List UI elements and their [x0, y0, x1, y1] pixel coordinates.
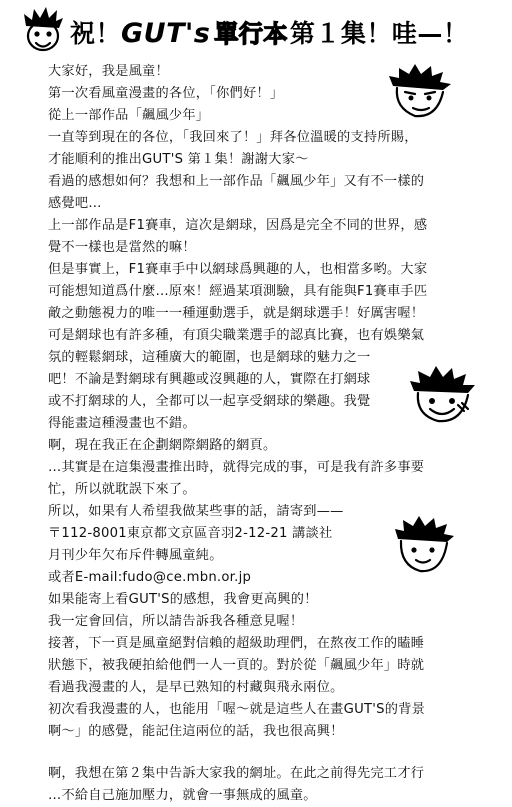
text-line: 看過的感想如何？我想和上一部作品「飆風少年」又有不一樣的	[48, 174, 425, 189]
text-line: 得能畫這種漫畫也不錯。	[48, 416, 196, 431]
text-line: 可能想知道爲什麼…原來！經過某項測驗，具有能與F1賽車手匹	[48, 284, 428, 299]
text-line: 啊，我想在第２集中告訴大家我的網址。在此之前得先完工才行	[48, 766, 425, 781]
text-line: 敵之動態視力的唯一一種運動選手，就是網球選手！好厲害喔！	[48, 306, 425, 321]
text-line: 氛的輕鬆網球，這種廣大的範圍，也是網球的魅力之一	[48, 350, 371, 365]
text-line: 才能順利的推出GUT'S 第１集！謝謝大家～	[48, 152, 309, 167]
author-face-icon	[22, 6, 64, 54]
title-volume-number: 第１集！哇—！	[289, 19, 469, 48]
text-line: 可是網球也有許多種，有頂尖職業選手的認真比賽，也有娛樂氣	[48, 328, 425, 343]
text-line: 覺不一樣也是當然的嘛！	[48, 240, 196, 255]
text-line: 所以，如果有人希望我做某些事的話，請寄到——	[48, 504, 344, 519]
email-line: 或者E-mail:fudo@ce.mbn.or.jp	[48, 570, 252, 585]
text-line: 上一部作品是F1賽車，這次是網球，因爲是完全不同的世界，感	[48, 218, 428, 233]
text-line: 看過我漫畫的人，是早已熟知的村藏與飛永兩位。	[48, 680, 344, 695]
text-line: 啊～」的感覺，能記住這兩位的話，我也很高興！	[48, 724, 344, 739]
header	[0, 0, 512, 62]
author-message	[48, 61, 468, 807]
address-line: 〒112-8001東京都文京區音羽2-12-21 講談社	[48, 526, 333, 541]
text-line: 如果能寄上看GUT'S的感想，我會更高興的！	[48, 592, 318, 607]
title-congrats: 祝！	[70, 19, 122, 48]
text-line: 初次看我漫畫的人，也能用「喔～就是這些人在畫GUT'S的背景	[48, 702, 426, 717]
text-line: 大家好，我是風童！	[48, 64, 169, 79]
title-series: GUT's	[121, 18, 211, 49]
text-line: 一直等到現在的各位，「我回來了！」拜各位溫暖的支持所賜，	[48, 130, 418, 145]
text-line: …不給自己施加壓力，就會一事無成的風童。	[48, 788, 317, 803]
text-line: 狀態下，被我硬拍給他們一人一頁的。對於從「飆風少年」時就	[48, 658, 425, 673]
text-line: 或不打網球的人，全都可以一起享受網球的樂趣。我覺	[48, 394, 371, 409]
address-line: 月刊少年欠布斥件轉風童純。	[48, 548, 223, 563]
text-line: 忙，所以就耽誤下來了。	[48, 482, 196, 497]
text-line: 從上一部作品「飆風少年」	[48, 108, 210, 123]
page-title	[70, 14, 468, 50]
text-line: 接著，下一頁是風童絕對信賴的超級助理們，在熬夜工作的瞌睡	[48, 636, 425, 651]
text-line: 吧！不論是對網球有興趣或沒興趣的人，實際在打網球	[48, 372, 371, 387]
title-volume-label: 單行本	[214, 19, 288, 48]
author-doodle-icon	[392, 515, 456, 577]
text-line: 但是事實上，F1賽車手中以網球爲興趣的人，也相當多哟。大家	[48, 262, 428, 277]
text-line: 啊，現在我正在企劃網際網路的網頁。	[48, 438, 277, 453]
text-line: 感覺吧…	[48, 196, 102, 211]
text-line: 我一定會回信，所以請告訴我各種意見喔！	[48, 614, 304, 629]
text-line: …其實是在這集漫畫推出時，就得完成的事，可是我有許多事要	[48, 460, 425, 475]
text-line: 第一次看風童漫畫的各位，「你們好！」	[48, 86, 284, 101]
author-doodle-icon	[385, 62, 455, 122]
blank-line	[48, 743, 468, 763]
author-doodle-icon	[408, 365, 478, 427]
